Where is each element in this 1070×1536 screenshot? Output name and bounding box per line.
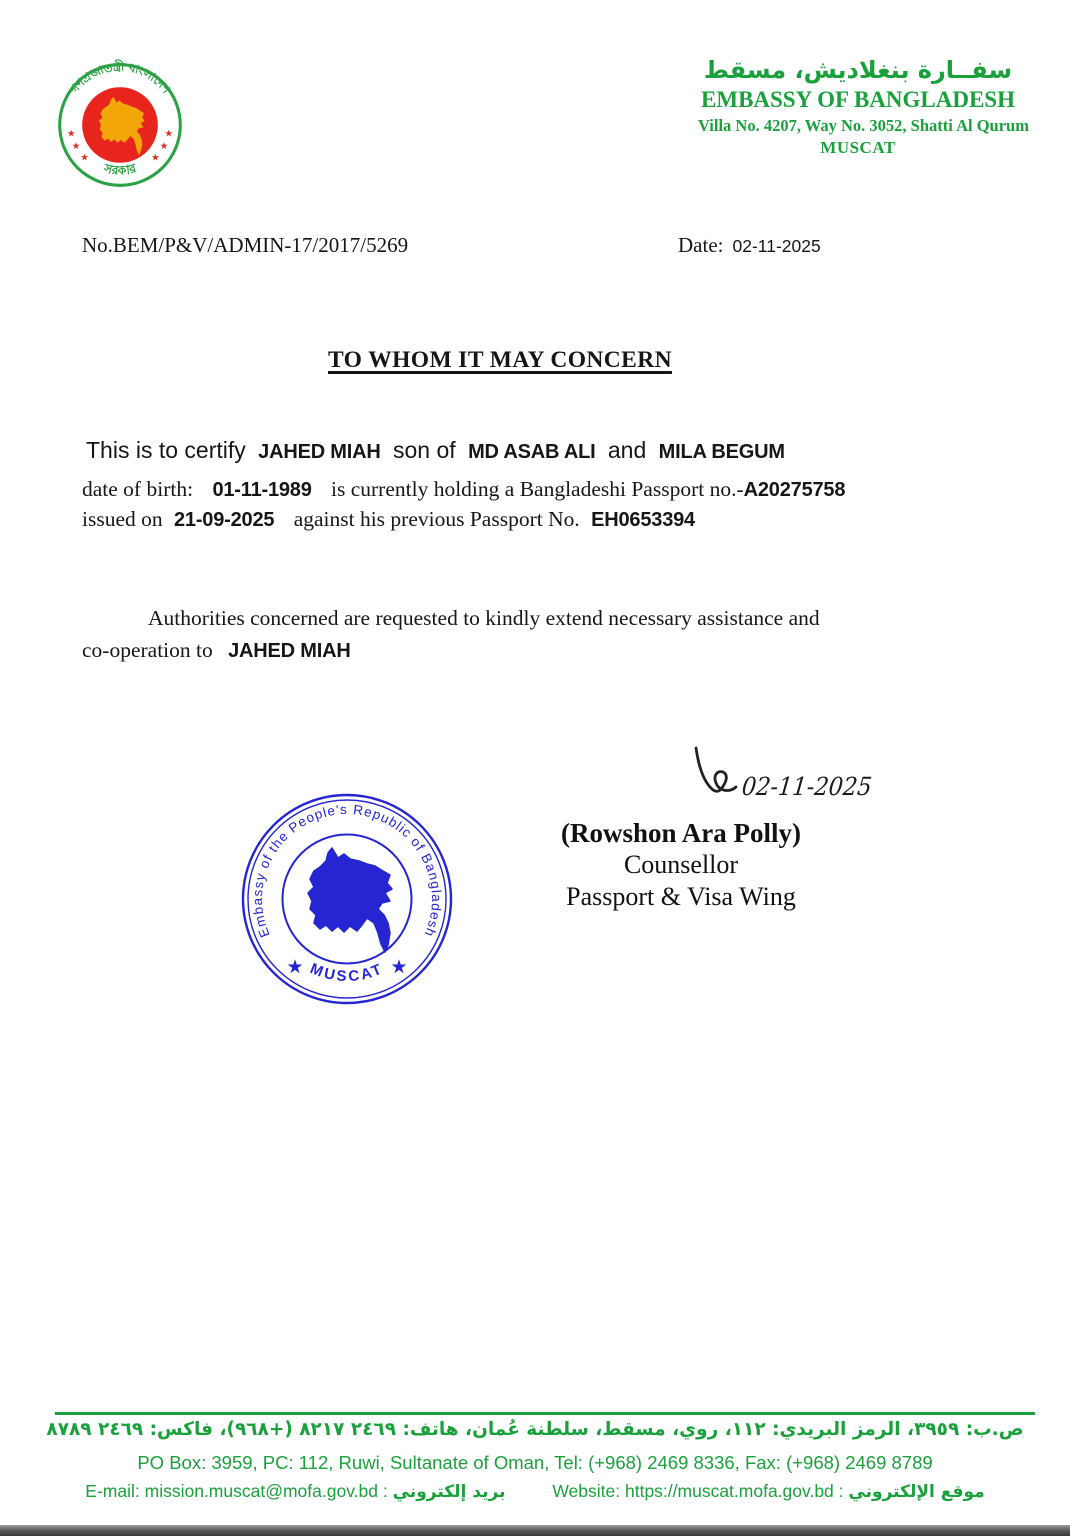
signatory-block [500,818,862,912]
reference-number: No.BEM/P&V/ADMIN-17/2017/5269 [82,233,409,257]
svg-text:★: ★ [80,152,89,164]
father-name: MD ASAB ALI [468,441,596,463]
scan-edge-artifact [0,1525,1070,1536]
embassy-name-arabic: سفــارة بنغلاديش، مسقط [703,56,1013,84]
body-line-2 [82,477,845,502]
signature-initials-icon [686,742,750,812]
footer-address-line: PO Box: 3959, PC: 112, Ruwi, Sultanate of Oman, Tel: (+968) 2469 8336, Fax: (+968) 2469 8789 [137,1452,933,1473]
separator-2: : [838,1481,844,1501]
signatory-name: (Rowshon Ara Polly) [560,818,801,848]
email-label: E-mail: [85,1481,140,1501]
footer-divider [55,1412,1035,1415]
person-name: JAHED MIAH [258,441,381,463]
embassy-address: Villa No. 4207, Way No. 3052, Shatti Al Qurum [698,116,1029,135]
bangladesh-government-emblem-icon [52,58,188,192]
document-title: TO WHOM IT MAY CONCERN [328,347,672,373]
stamp-city-text: MUSCAT [307,960,387,986]
issue-date: 21-09-2025 [174,509,275,531]
website-value: https://muscat.mofa.gov.bd [624,1481,834,1501]
body-para2-line1: Authorities concerned are requested to kindly extend necessary assistance and [148,606,820,630]
issued-label: issued on [82,507,163,531]
stamp-bangladesh-map-icon [308,848,392,952]
svg-text:★: ★ [159,140,169,152]
embassy-stamp-icon [237,789,457,1009]
letterhead [698,56,1029,158]
embassy-city: MUSCAT [820,138,896,157]
passport-number: A20275758 [743,479,846,501]
handwritten-date: 02-11-2025 [740,772,874,801]
previous-passport-number: EH0653394 [591,509,695,531]
son-of-text: son of [393,437,456,463]
signatory-wing: Passport & Visa Wing [566,882,796,911]
body-line-1 [86,437,785,464]
stamp-ring-text: Embassy of the People's Republic of Bangladesh [249,801,445,940]
date-label: Date: [678,233,724,257]
cooperation-text: co-operation to [82,638,213,662]
svg-text:★: ★ [151,152,160,164]
and-text: and [607,437,647,463]
date-value: 02-11-2025 [732,236,821,256]
footer-contact-line [0,1481,1070,1502]
svg-text:★: ★ [164,128,174,140]
footer-arabic-line: ص.ب: ٣٩٥٩، الرمز البريدي: ١١٢، روي، مسقط، سلطنة عُمان، هاتف: ٢٤٦٩ ٨٢١٧ (+٩٦٨)، فاكس: ٢٤٦٩ ٨٧٨٩ [46,1419,1024,1440]
stamp-star-left: ★ [286,957,304,978]
date-row [678,233,821,258]
embassy-name: EMBASSY OF BANGLADESH [701,87,1015,112]
svg-text:★: ★ [71,140,81,152]
emblem-top-text: গণপ্রজাতন্ত্রী বাংলাদেশ [66,59,174,96]
separator: : [382,1481,388,1501]
dob-value: 01-11-1989 [212,479,312,501]
signatory-title: Counsellor [623,850,739,879]
body-line-3 [82,507,695,532]
website-label-arabic: موقع الإلكتروني [848,1482,985,1502]
website-label: Website: [552,1481,621,1501]
email-label-arabic: بريد إلكتروني [392,1482,506,1502]
mother-name: MILA BEGUM [658,441,785,463]
against-text: against his previous Passport No. [293,507,580,531]
svg-text:★: ★ [66,128,76,140]
holding-text: is currently holding a Bangladeshi Passport no.- [331,477,744,501]
dob-label: date of birth: [82,477,194,501]
email-value: mission.muscat@mofa.gov.bd [144,1481,378,1501]
body-para2-line2 [82,638,351,663]
stamp-star-right: ★ [390,957,408,978]
emblem-bottom-text: সরকার [102,160,138,178]
person-name-2: JAHED MIAH [228,640,351,662]
certify-prefix: This is to certify [86,437,246,463]
